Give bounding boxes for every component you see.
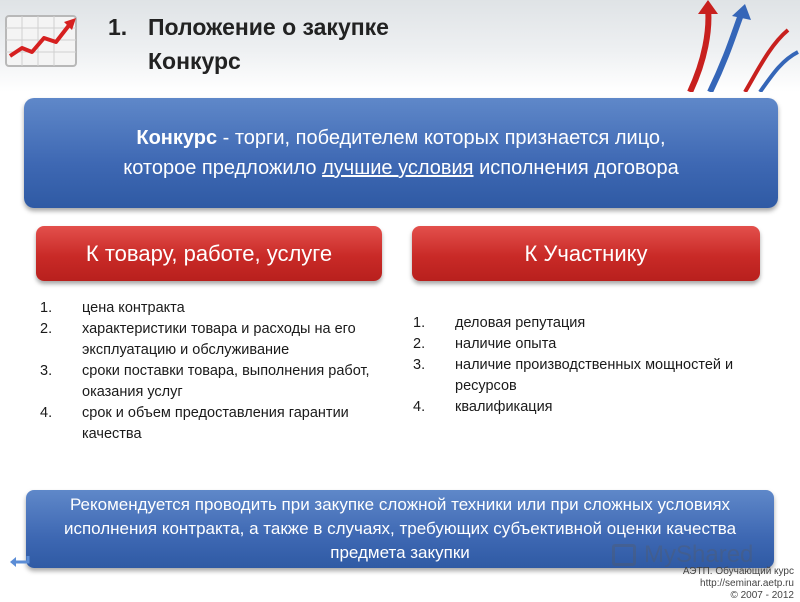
list-item [40, 361, 385, 403]
list-item-text: наличие опыта [455, 336, 557, 352]
definition-text-3: исполнения договора [473, 157, 679, 179]
list-item-number: 1. [40, 300, 53, 316]
goods-criteria-button[interactable]: К товару, работе, услуге [36, 226, 382, 281]
list-item [413, 313, 758, 334]
definition-underlined: лучшие условия [322, 157, 474, 179]
list-item-text: сроки поставки товара, выполнения работ, оказания услуг [82, 363, 370, 400]
growth-chart-icon [4, 10, 82, 70]
list-item-text: деловая репутация [455, 315, 586, 331]
recommendation-text: Рекомендуется проводить при закупке сложной техники или при сложных условиях исполнения контракта, а также в случаях, требующих субъективной оценки качества предмета закупки [63, 495, 737, 562]
list-item-number: 4. [413, 399, 426, 415]
participant-criteria-list [413, 313, 758, 418]
goods-criteria-list [40, 298, 385, 445]
title-number: 1. [108, 14, 128, 40]
return-arrow-icon[interactable] [8, 553, 32, 569]
list-item-text: срок и объем предоставления гарантии качества [82, 405, 349, 442]
footer-course: АЭТП. Обучающий курс [682, 566, 794, 577]
list-item-number: 3. [413, 357, 426, 373]
definition-line-2 [24, 153, 778, 183]
list-item [413, 397, 758, 418]
definition-line-1 [24, 123, 778, 153]
list-item-number: 3. [40, 363, 53, 379]
footer-copyright: © 2007 - 2012 [730, 590, 794, 601]
definition-box [24, 98, 778, 208]
list-item-number: 1. [413, 315, 426, 331]
page-title: Положение о закупке [148, 14, 389, 40]
list-item-text: наличие производственных мощностей и ресурсов [455, 357, 734, 394]
list-item [413, 355, 758, 397]
page-subtitle: Конкурс [148, 48, 241, 74]
list-item-text: квалификация [455, 399, 553, 415]
definition-text-1: - торги, победителем которых признается лицо, [217, 127, 666, 149]
definition-term: Конкурс [136, 127, 218, 149]
watermark-icon [612, 544, 636, 566]
footer [683, 566, 794, 602]
list-item-number: 2. [413, 336, 426, 352]
list-item-text: характеристики товара и расходы на его эксплуатацию и обслуживание [82, 321, 356, 358]
slide-header [0, 0, 800, 92]
footer-link[interactable]: http://seminar.aetp.ru [700, 578, 794, 589]
list-item [413, 334, 758, 355]
decorative-arrows-icon [650, 0, 800, 92]
list-item-number: 2. [40, 321, 53, 337]
list-item-text: цена контракта [82, 300, 185, 316]
list-item [40, 403, 385, 445]
list-item [40, 298, 385, 319]
list-item-number: 4. [40, 405, 53, 421]
list-item [40, 319, 385, 361]
definition-text-2: которое предложило [123, 157, 323, 179]
participant-criteria-button[interactable]: К Участнику [412, 226, 760, 281]
watermark-text: MyShared [644, 541, 754, 568]
